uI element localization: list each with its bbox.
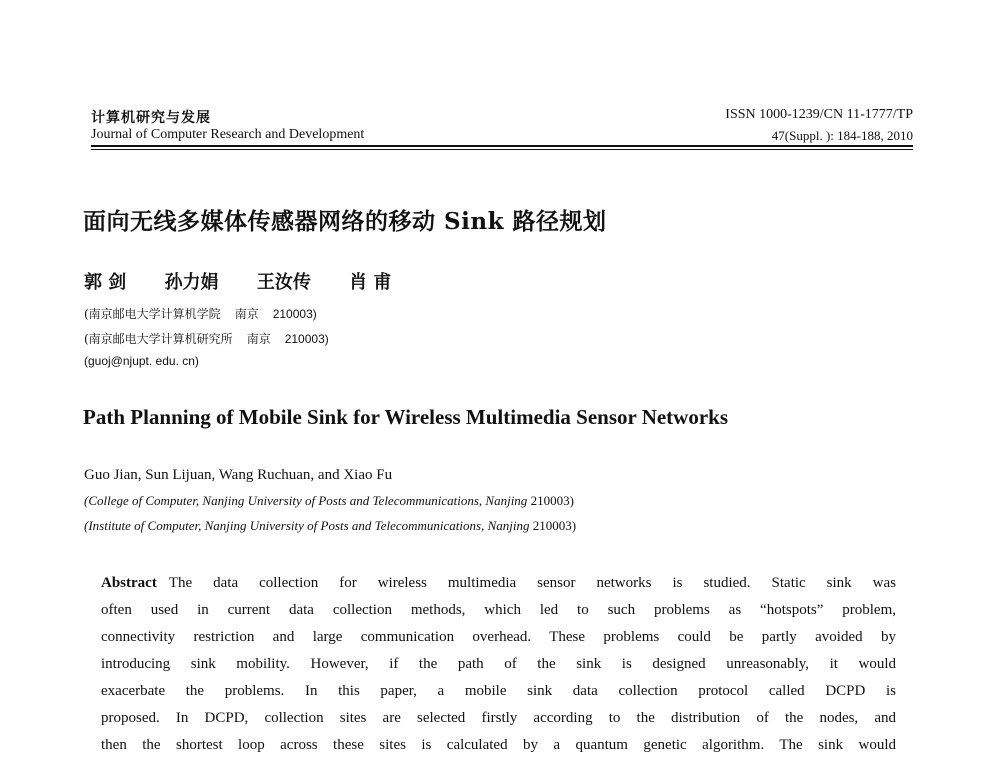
volume-line: 47(Suppl. ): 184-188, 2010 — [771, 128, 913, 143]
abstract-label: Abstract — [101, 575, 157, 591]
header-rule-thin — [91, 149, 913, 150]
abstract — [101, 570, 896, 759]
abstract-line-1-text: The data collection for wireless multimedia sensor networks is studied. Static sink was — [168, 575, 896, 591]
author-cn-2: 孙力娟 — [164, 272, 219, 293]
author-cn-3: 王汝传 — [256, 272, 311, 293]
affiliation-en-2-zip: 210003) — [532, 518, 577, 533]
affiliation-en-2 — [84, 518, 576, 534]
issn-line: ISSN 1000-1239/CN 11-1777/TP — [725, 107, 913, 122]
affiliation-cn-1 — [84, 305, 317, 322]
affiliation-cn-1-zip: 210003) — [272, 307, 317, 321]
affiliation-cn-2-city: 南京 — [246, 332, 271, 346]
author-email: (guoj@njupt. edu. cn) — [84, 354, 199, 368]
abstract-line-1 — [101, 570, 896, 597]
abstract-line-2: often used in current data collection methods, which led to such problems as “hotspots” problem, — [101, 602, 896, 618]
header-rule-thick — [91, 145, 913, 147]
abstract-line-6: proposed. In DCPD, collection sites are selected firstly according to the distribution of the nodes, and — [101, 710, 896, 726]
author-cn-4: 肖 甫 — [349, 272, 392, 293]
affiliation-en-2-org: (Institute of Computer, Nanjing University of Posts and Telecommunications, Nanjing — [84, 518, 530, 533]
journal-title-cn: 计算机研究与发展 — [91, 110, 211, 126]
abstract-line-4: introducing sink mobility. However, if the path of the sink is designed unreasonably, it would — [101, 656, 896, 672]
affiliation-cn-1-org: (南京邮电大学计算机学院 — [84, 307, 221, 321]
abstract-line-3: connectivity restriction and large communication overhead. These problems could be partly avoided by — [101, 629, 896, 645]
affiliation-cn-2-org: (南京邮电大学计算机研究所 — [84, 332, 233, 346]
paper-title-cn: 面向无线多媒体传感器网络的移动 Sink 路径规划 — [83, 208, 607, 235]
affiliation-en-1-zip: 210003) — [530, 493, 574, 508]
paper-title-en: Path Planning of Mobile Sink for Wireless Multimedia Sensor Networks — [83, 405, 729, 429]
affiliation-cn-1-city: 南京 — [234, 307, 259, 321]
abstract-line-7: then the shortest loop across these sites is calculated by a quantum genetic algorithm. The sink would — [101, 737, 896, 753]
affiliation-en-1-org: (College of Computer, Nanjing University of Posts and Telecommunications, Nanjing — [84, 493, 528, 508]
author-cn-1: 郭 剑 — [84, 272, 127, 293]
abstract-line-5: exacerbate the problems. In this paper, a mobile sink data collection protocol called DCPD is — [101, 683, 896, 699]
affiliation-cn-2 — [84, 330, 329, 347]
authors-cn — [84, 268, 401, 294]
affiliation-cn-2-zip: 210003) — [284, 332, 329, 346]
journal-title-en: Journal of Computer Research and Development — [91, 127, 365, 142]
authors-en: Guo Jian, Sun Lijuan, Wang Ruchuan, and Xiao Fu — [84, 467, 393, 483]
affiliation-en-1 — [84, 493, 574, 509]
